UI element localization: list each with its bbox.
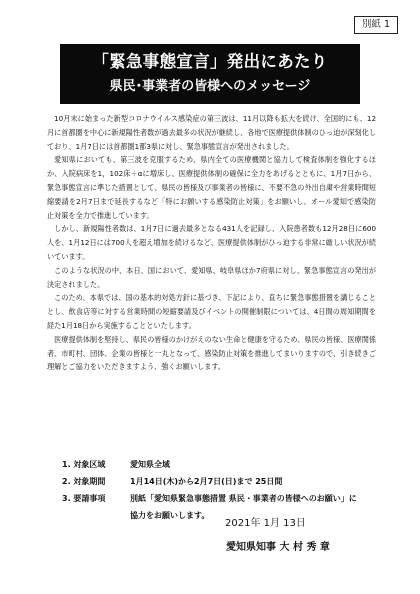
page-title: 「緊急事態宣言」発出にあたり — [92, 52, 328, 71]
item-value: 1月14日(木)から2月7日(日)まで 25日間 — [130, 477, 283, 486]
message-body — [47, 112, 376, 374]
list-item — [62, 490, 382, 507]
item-label: 3. 要請事項 — [62, 494, 106, 503]
list-item — [62, 473, 382, 490]
issue-date: 2021年 1月 13日 — [225, 518, 306, 529]
signer: 愛知県知事 大 村 秀 章 — [226, 542, 330, 553]
paragraph: 医療提供体制を堅持し、県民の皆様のかけがえのない生命と健康を守るため、県民の皆様、医療関係者、市町村、団体、企業の皆様と一丸となって、感染防止対策を推進してまいりますので、引き続きご理解とご協力をいただきますよう、強くお願いします。 — [47, 334, 376, 372]
paragraph: 10月末に始まった新型コロナウイルス感染症の第三波は、11月以降も拡大を続け、全国的にも、12月に首都圏を中心に新規陽性者数が過去最多の状況が継続し、各地で医療提供体制のひっ迫が深刻化しており、1月7日には首都圏1都3県に対し、緊急事態宣言が発出されました。 — [47, 114, 376, 151]
item-label: 2. 対象期間 — [62, 477, 106, 486]
paragraph: このため、本県では、国の基本的対処方針に基づき、下記により、直ちに緊急事態措置を講じることとし、飲食店等に対する営業時間の短縮要請及びイベントの開催制限については、4日間の周知期間を経た1月18日から実施することといたします。 — [47, 293, 376, 330]
paragraph: 愛知県においても、第三波を克服するため、県内全ての医療機関と協力して検査体制を強化するほか、入院病床を1，102床＋αに増床し、医療提供体制の確保に全力をあげるとともに、1月7日から、緊急事態宣言に準じた措置として、県民の皆様及び事業者の皆様に、不要不急の外出自粛や営業時間短縮要請を2月7日まで延長するなど「特にお願いする感染防止対策」をお願いし、オール愛知で感染防止対策を全力で推進しています。 — [47, 155, 376, 220]
item-value: 愛知県全域 — [130, 460, 170, 469]
attachment-label: 別紙 1 — [354, 16, 398, 34]
list-item — [62, 456, 382, 473]
paragraph: このような状況の中、本日、国において、愛知県、岐阜県ほか7府県に対し、緊急事態宣言の発出が決定されました。 — [47, 265, 376, 289]
measures-list — [62, 456, 382, 524]
title-banner — [60, 44, 360, 104]
page-subtitle: 県民･事業者の皆様へのメッセージ — [109, 79, 311, 94]
item-label: 1. 対象区域 — [62, 460, 106, 469]
item-value: 別紙「愛知県緊急事態措置 県民・事業者の皆様へのお願い」に — [130, 494, 357, 503]
item-continuation: 協力をお願いします。 — [130, 511, 210, 520]
paragraph: しかし、新規陽性者数は、1月7日に過去最多となる431人を記録し、入院患者数も12月28日に600人を、1月12日には700人を超え増加を続けるなど、医療提供体制がひっ迫する非常に厳しい状況が続いています。 — [47, 224, 376, 261]
